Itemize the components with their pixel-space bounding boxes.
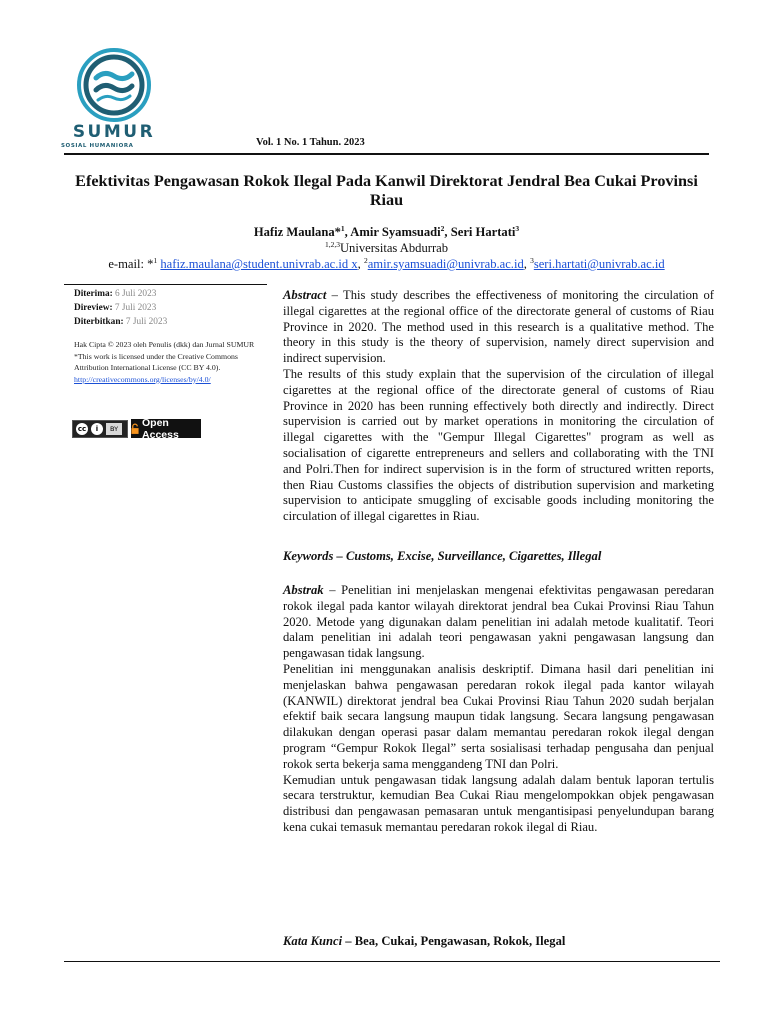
email-link[interactable]: seri.hartati@univrab.ac.id xyxy=(533,257,665,272)
email-sup: 2 xyxy=(363,256,368,265)
sidebar-rule xyxy=(64,284,267,285)
author-name: Seri Hartati xyxy=(450,225,516,240)
abstract-label: Abstract xyxy=(283,288,327,302)
license-link[interactable]: http://creativecommons.org/licenses/by/4.0/ xyxy=(74,374,211,384)
abstract-paragraph: The results of this study explain that the supervision of the circulation of illegal cigarettes at the regional office of the directorate general of customs of Riau Province in 2020 has been running effectively both directly and indirectly. Direct supervision is carried out by market operations in monitoring the circulation of illegal cigarettes with the "Gempur Illegal Cigarettes" program as well as socialisation of cigarette entrepreneurs and sellers and collaborating with the TNI and Polri.Then for indirect supervision is in the form of structured written reports, then Riau Customs classifies the objects of distribution supervision and marketing supervision to anticipate smuggling of excisable goods including monitoring the circulation of illegal cigarettes in Riau. xyxy=(283,366,714,524)
abstract-paragraph xyxy=(283,288,714,367)
logo-tagline: SOSIAL HUMANIORA xyxy=(61,143,134,149)
abstrak-paragraph xyxy=(283,583,714,662)
date-reviewed xyxy=(74,302,156,315)
author-list: Hafiz Maulana*$^1$, Amir Syamsuadi$^2$, Seri Hartati$^3$ xyxy=(253,224,520,240)
kata-kunci-label: Kata Kunci xyxy=(283,934,343,948)
email-prefix: e-mail: * xyxy=(108,257,154,272)
sumur-logo-icon xyxy=(58,48,170,122)
author-sup: 2 xyxy=(440,224,445,233)
open-access-label: Open Access xyxy=(142,416,179,441)
by-label: BY xyxy=(106,423,122,435)
open-access-badge[interactable] xyxy=(131,416,201,441)
abstract-dash: – xyxy=(326,288,343,302)
keywords-indonesian xyxy=(283,934,714,950)
abstrak-paragraph: Kemudian untuk pengawasan tidak langsung adalah dalam bentuk laporan tertulis secara terstruktur, kemudian Bea Cukai Riau mengelompokkan objek pengawasan distribusi dan pengawasan pemasaran untuk mengantisipasi penyelundupan barang kena cukai temasuk memantau peredaran rokok ilegal di Riau. xyxy=(283,772,714,834)
date-value: 7 Juli 2023 xyxy=(125,317,168,327)
kata-kunci-list: Bea, Cukai, Pengawasan, Rokok, Ilegal xyxy=(354,934,566,948)
author-name: Amir Syamsuadi xyxy=(350,225,441,240)
affiliation xyxy=(64,240,709,256)
email-link[interactable]: amir.syamsuadi@univrab.ac.id xyxy=(367,257,524,272)
abstrak-paragraph: Penelitian ini menggunakan analisis deskriptif. Dimana hasil dari penelitian ini menjelaskan bahwa pengawasan peredaran rokok ilegal pada kantor wilayah (KANWIL) direktorat jendral bea Cukai Provinsi Riau Tahun 2020 sudah berjalan efektif baik secara langsung maupun tidak langsung. Secara langsung pengawasan dilakukan dengan operasi pasar dalam memantau peredaran rokok ilegal dengan program “Gempur Rokok Ilegal” serta sosialisasi terhadap pengusaha dan penjual rokok serta bekerja sama menggandeng TNI dan Polri. xyxy=(283,661,714,771)
author-sup: 1 xyxy=(340,224,345,233)
article-title: Efektivitas Pengawasan Rokok Ilegal Pada Kanwil Direktorat Jendral Bea Cukai Provinsi Riau xyxy=(75,172,698,209)
header-rule xyxy=(64,153,709,155)
by-person-icon: i xyxy=(91,423,103,435)
author-sup: 3 xyxy=(515,224,520,233)
abstract-text: This study describes the effectiveness of monitoring the circulation of illegal cigarettes at the regional office of the directorate general of customs of Riau Province in 2020. The method used in this research is a qualitative method. The theory in this study is the theory of supervision, namely direct supervision and indirect supervision. xyxy=(283,288,714,366)
email-line: e-mail: *$^1$ hafiz.maulana@student.univrab.ac.id x, $^2$amir.syamsuadi@univrab.ac.id, $^3$seri.hartati@univrab.ac.id xyxy=(108,256,665,272)
license-line: *This work is licensed under the Creative Commons Attribution International License (CC BY 4.0). xyxy=(74,351,238,372)
email-sup: 3 xyxy=(530,256,534,265)
open-lock-icon xyxy=(131,423,139,435)
abstract-indonesian xyxy=(283,583,714,836)
cc-icon: cc xyxy=(77,425,87,433)
affiliation-sup: 1,2,3 xyxy=(324,240,340,249)
date-value: 6 Juli 2023 xyxy=(115,289,157,299)
author-name: Hafiz Maulana* xyxy=(253,225,341,240)
date-value: 7 Juli 2023 xyxy=(114,303,157,313)
date-label: Direview: xyxy=(74,303,113,313)
date-label: Diterbitkan: xyxy=(74,317,124,327)
keywords-english: Keywords – Customs, Excise, Surveillance, Cigarettes, Illegal xyxy=(283,549,602,563)
email-sup: 1 xyxy=(153,256,158,265)
abstrak-label: Abstrak xyxy=(283,583,324,597)
copyright-line: Hak Cipta © 2023 oleh Penulis (dkk) dan Jurnal SUMUR xyxy=(74,340,255,349)
affiliation-name: Universitas Abdurrab xyxy=(339,241,449,256)
date-published xyxy=(74,316,167,329)
kata-kunci-dash: – xyxy=(342,934,355,948)
date-label: Diterima: xyxy=(74,289,113,299)
date-received xyxy=(74,288,156,301)
cc-by-badge[interactable] xyxy=(72,420,128,438)
abstrak-dash: – xyxy=(323,583,342,597)
footer-rule xyxy=(64,961,720,962)
abstrak-text: Penelitian ini menjelaskan mengenai efektivitas pengawasan peredaran rokok ilegal pada kantor wilayah direktorat jendral bea Cukai Provinsi Riau Tahun 2020. Metode yang digunakan dalam penelitian ini adalah metode kualitatif. Teori dalam penelitian ini adalah teori pengawasan yakni pengawasan langsung dan pengawasan tidak langsung. xyxy=(283,583,714,661)
abstract-english xyxy=(283,288,714,525)
journal-logo xyxy=(58,48,170,152)
logo-wordmark: SUMUR xyxy=(72,122,156,142)
copyright-notice xyxy=(74,339,274,385)
volume-info: Vol. 1 No. 1 Tahun. 2023 xyxy=(256,137,365,148)
email-link[interactable]: hafiz.maulana@student.univrab.ac.id x xyxy=(160,257,358,272)
